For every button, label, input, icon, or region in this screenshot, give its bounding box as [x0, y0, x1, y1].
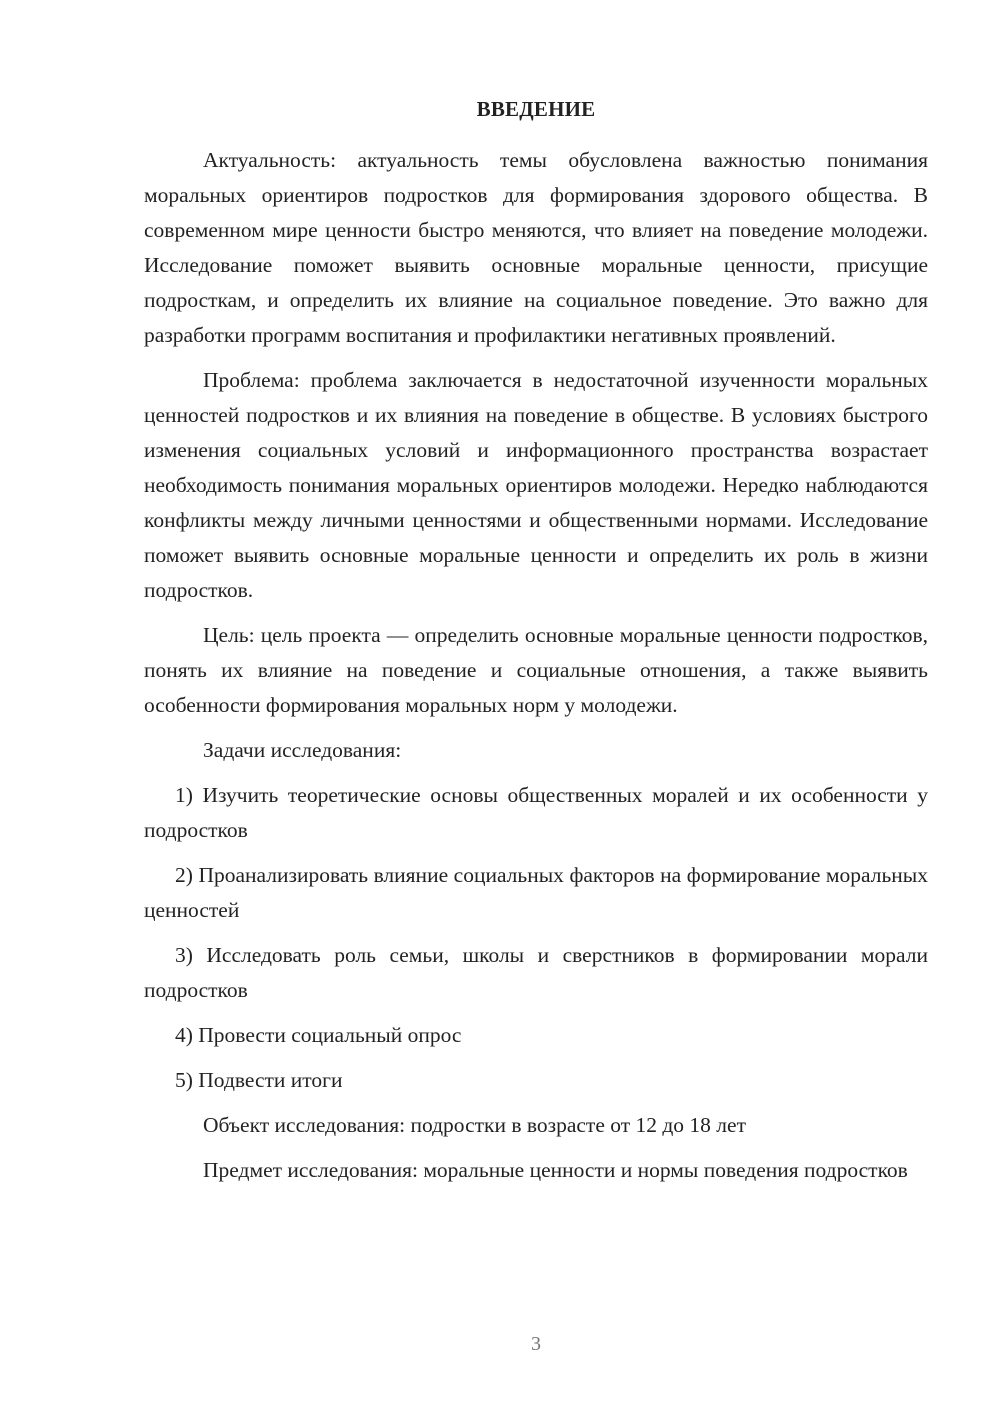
task-item-1: 1) Изучить теоретические основы общественных моралей и их особенности у подростков: [144, 783, 928, 842]
task-item-2: 2) Проанализировать влияние социальных факторов на формирование моральных ценностей: [144, 863, 928, 922]
tasks-heading: Задачи исследования:: [203, 738, 402, 762]
paragraph-goal: Цель: цель проекта — определить основные моральные ценности подростков, понять их влияние на поведение и социальные отношения, а также выявить особенности формирования моральных норм у молодежи.: [144, 623, 928, 717]
page-number: 3: [531, 1333, 541, 1355]
page-title: ВВЕДЕНИЕ: [476, 97, 596, 121]
task-item-5: 5) Подвести итоги: [175, 1068, 343, 1092]
task-item-3: 3) Исследовать роль семьи, школы и сверстников в формировании морали подростков: [144, 943, 928, 1002]
task-item-4: 4) Провести социальный опрос: [175, 1023, 462, 1047]
paragraph-relevance: Актуальность: актуальность темы обусловлена важностью понимания моральных ориентиров подростков для формирования здорового общества. В современном мире ценности быстро меняются, что влияет на поведение молодежи. Исследование поможет выявить основные моральные ценности, присущие подросткам, и определить их влияние на социальное поведение. Это важно для разработки программ воспитания и профилактики негативных проявлений.: [144, 148, 928, 347]
paragraph-subject: Предмет исследования: моральные ценности и нормы поведения подростков: [203, 1158, 908, 1182]
paragraph-object: Объект исследования: подростки в возрасте от 12 до 18 лет: [203, 1113, 746, 1137]
paragraph-problem: Проблема: проблема заключается в недостаточной изученности моральных ценностей подростков и их влияния на поведение в обществе. В условиях быстрого изменения социальных условий и информационного пространства возрастает необходимость понимания моральных ориентиров молодежи. Нередко наблюдаются конфликты между личными ценностями и общественными нормами. Исследование поможет выявить основные моральные ценности и определить их роль в жизни подростков.: [144, 368, 928, 602]
document-body: [144, 143, 928, 1188]
